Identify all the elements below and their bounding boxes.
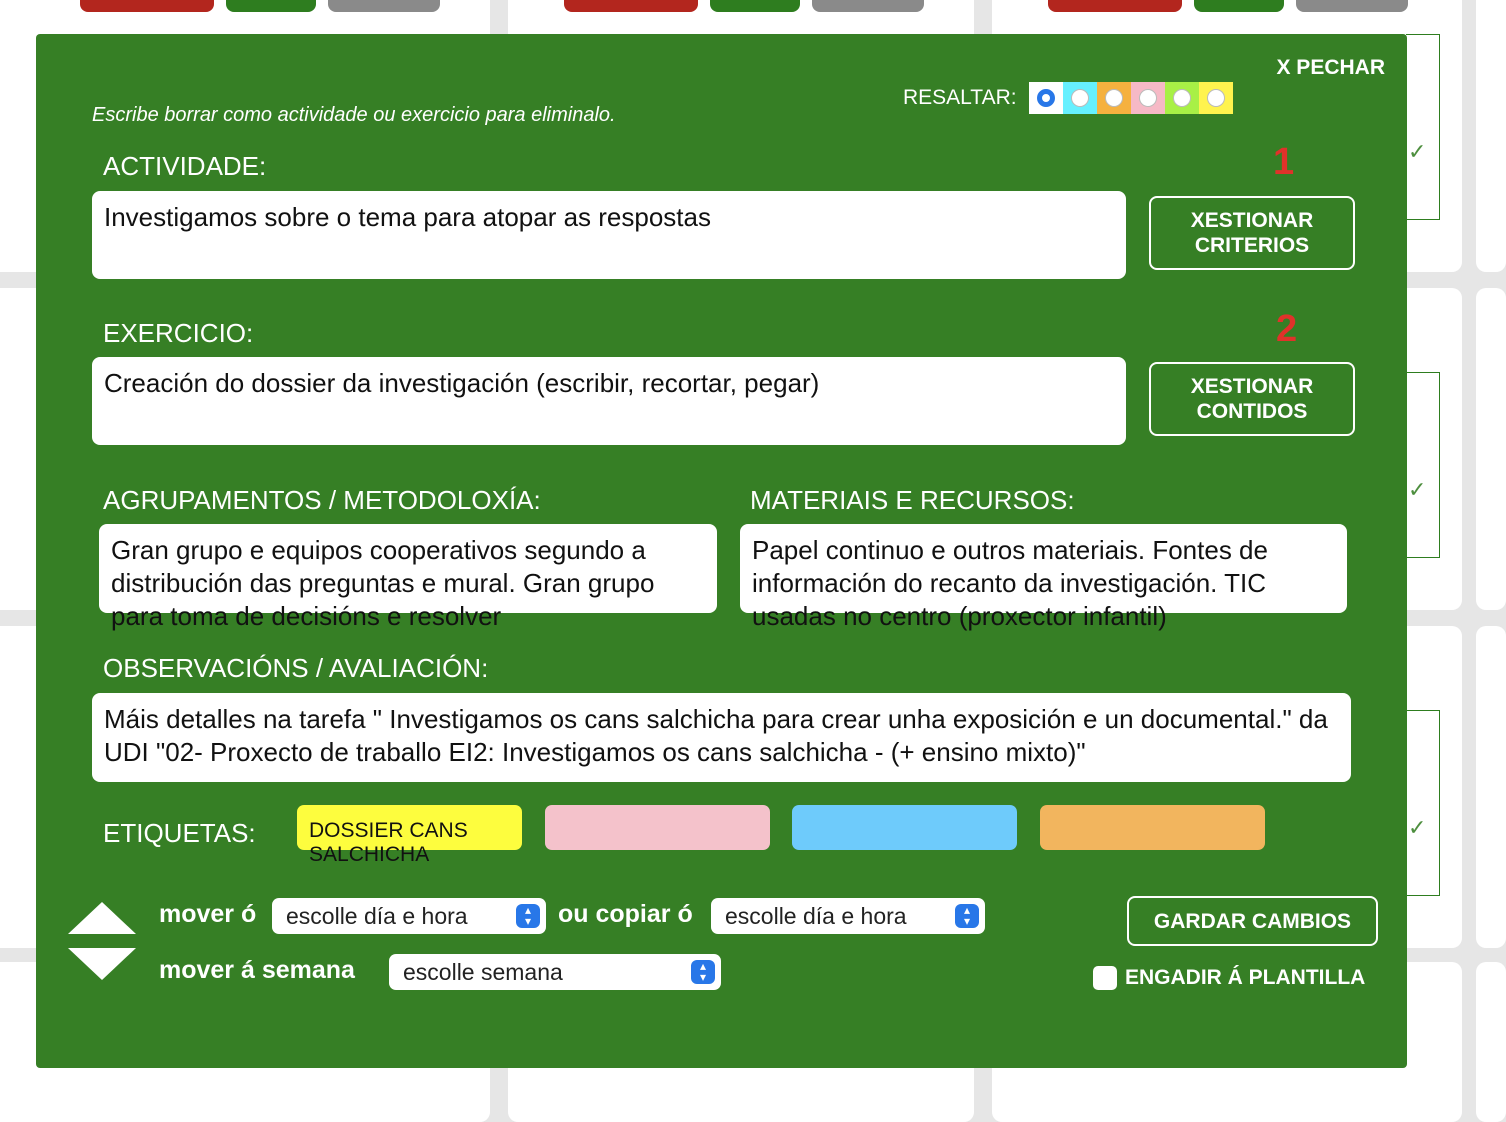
- highlight-color-option[interactable]: [1063, 82, 1097, 114]
- add-to-template-checkbox[interactable]: [1093, 966, 1117, 990]
- grouping-label: AGRUPAMENTOS / METODOLOXÍA:: [103, 485, 541, 515]
- tags-label: ETIQUETAS:: [103, 818, 256, 848]
- close-button[interactable]: X PECHAR: [1276, 56, 1385, 79]
- delete-button[interactable]: [1048, 0, 1182, 12]
- tag-field[interactable]: DOSSIER CANS SALCHICHA: [297, 805, 522, 850]
- save-changes-button[interactable]: GARDAR CAMBIOS: [1127, 896, 1378, 946]
- observations-input[interactable]: Máis detalles na tarefa " Investigamos os cans salchicha para crear unha exposición e un documental." da UDI "02- Proxecto de traballo EI2: Investigamos os cans salchicha - (+ ensino mixto)": [92, 693, 1351, 782]
- highlight-swatches: [1029, 82, 1233, 114]
- add-to-template-label[interactable]: ENGADIR Á PLANTILLA: [1125, 966, 1366, 989]
- select-arrows-icon: ▴ ▾: [691, 960, 715, 984]
- copy-button[interactable]: [328, 0, 440, 12]
- exercise-input[interactable]: Creación do dossier da investigación (escribir, recortar, pegar): [92, 357, 1126, 445]
- manage-contents-button[interactable]: XESTIONAR CONTIDOS: [1149, 362, 1355, 436]
- highlight-picker: [903, 82, 1233, 114]
- radio-icon: [1105, 89, 1123, 107]
- tag-field[interactable]: [792, 805, 1017, 850]
- delete-hint: Escribe borrar como actividade ou exercicio para eliminalo.: [92, 104, 616, 126]
- check-icon: ✓: [1408, 478, 1427, 503]
- radio-icon: [1173, 89, 1191, 107]
- highlight-color-option[interactable]: [1029, 82, 1063, 114]
- group-bracket: [1406, 34, 1440, 220]
- move-week-value: escolle semana: [403, 958, 563, 985]
- delete-button[interactable]: [564, 0, 698, 12]
- edit-session-modal: [36, 34, 1407, 1068]
- highlight-color-option[interactable]: [1165, 82, 1199, 114]
- move-to-select[interactable]: [272, 898, 546, 934]
- tag-field[interactable]: [545, 805, 770, 850]
- observations-label: OBSERVACIÓNS / AVALIACIÓN:: [103, 653, 489, 683]
- calendar-cell: [1476, 288, 1506, 610]
- move-week-select[interactable]: [389, 954, 721, 990]
- move-week-label: mover á semana: [159, 956, 355, 984]
- radio-icon: [1139, 89, 1157, 107]
- delete-button[interactable]: [80, 0, 214, 12]
- exercise-label: EXERCICIO:: [103, 318, 254, 348]
- group-bracket: [1406, 710, 1440, 896]
- move-up-icon[interactable]: [68, 902, 136, 934]
- highlight-color-option[interactable]: [1131, 82, 1165, 114]
- radio-icon: [1207, 89, 1225, 107]
- highlight-color-option[interactable]: [1097, 82, 1131, 114]
- edit-button[interactable]: [710, 0, 800, 12]
- highlight-label: RESALTAR:: [903, 86, 1017, 109]
- materials-label: MATERIAIS E RECURSOS:: [750, 485, 1075, 515]
- edit-button[interactable]: [226, 0, 316, 12]
- grouping-input[interactable]: Gran grupo e equipos cooperativos segundo a distribución das preguntas e mural. Gran grupo para toma de decisións e resolver: [99, 524, 717, 613]
- calendar-cell: [1476, 962, 1506, 1122]
- copy-to-label: ou copiar ó: [558, 900, 693, 928]
- copy-button[interactable]: [812, 0, 924, 12]
- radio-icon: [1071, 89, 1089, 107]
- exercise-number: 2: [1276, 308, 1298, 350]
- activity-number: 1: [1273, 141, 1295, 183]
- materials-input[interactable]: Papel continuo e outros materiais. Fontes de información do recanto da investigación. TIC usadas no centro (proxector infantil): [740, 524, 1347, 613]
- activity-label: ACTIVIDADE:: [103, 151, 267, 181]
- copy-to-select[interactable]: [711, 898, 985, 934]
- group-bracket: [1406, 372, 1440, 558]
- check-icon: ✓: [1408, 140, 1427, 165]
- highlight-color-option[interactable]: [1199, 82, 1233, 114]
- activity-input[interactable]: Investigamos sobre o tema para atopar as respostas: [92, 191, 1126, 279]
- select-arrows-icon: ▴ ▾: [516, 904, 540, 928]
- move-to-value: escolle día e hora: [286, 902, 468, 929]
- copy-to-value: escolle día e hora: [725, 902, 907, 929]
- copy-button[interactable]: [1296, 0, 1408, 12]
- calendar-cell: [1476, 0, 1506, 272]
- move-to-label: mover ó: [159, 900, 257, 928]
- select-arrows-icon: ▴ ▾: [955, 904, 979, 928]
- manage-criteria-button[interactable]: XESTIONAR CRITERIOS: [1149, 196, 1355, 270]
- move-down-icon[interactable]: [68, 948, 136, 980]
- tag-field[interactable]: [1040, 805, 1265, 850]
- check-icon: ✓: [1408, 816, 1427, 841]
- radio-icon: [1037, 89, 1055, 107]
- edit-button[interactable]: [1194, 0, 1284, 12]
- calendar-cell: [1476, 626, 1506, 948]
